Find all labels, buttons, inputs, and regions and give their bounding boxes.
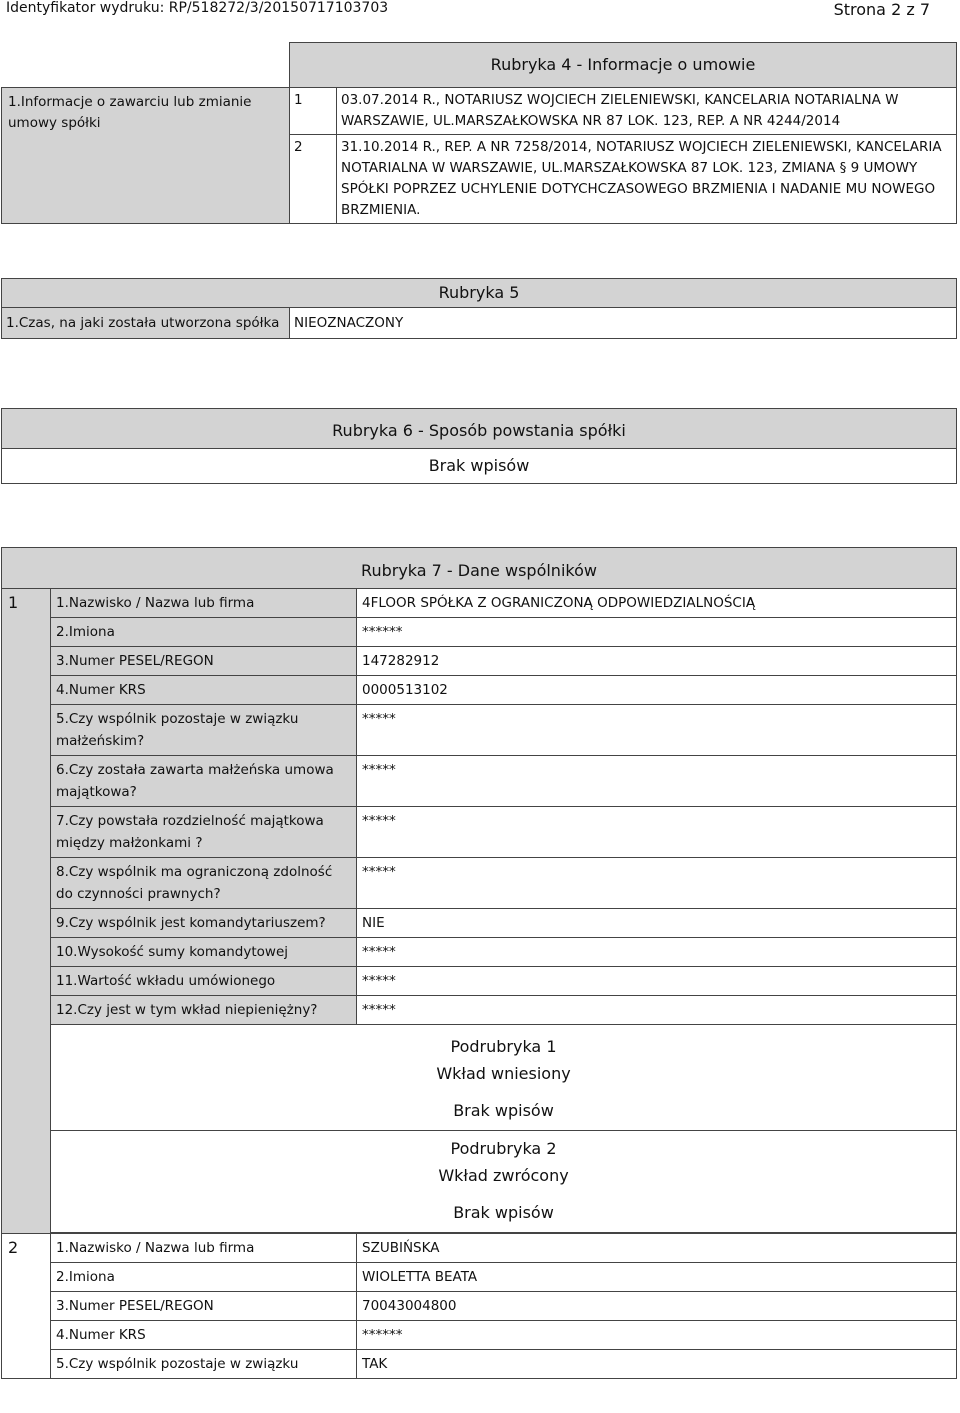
- field-label: 10.Wysokość sumy komandytowej: [51, 938, 357, 967]
- field-value: *****: [357, 807, 957, 858]
- field-value: *****: [357, 756, 957, 807]
- subsection-title: Podrubryka 2: [450, 1139, 557, 1158]
- field-value: 70043004800: [357, 1292, 957, 1321]
- empty-entries: Brak wpisów: [453, 1203, 554, 1222]
- section-rubryka-7: [1, 547, 957, 1379]
- field-label: 4.Numer KRS: [51, 676, 357, 705]
- field-label: 1.Czas, na jaki została utworzona spółka: [2, 308, 290, 339]
- field-value: *****: [357, 938, 957, 967]
- field-value: *****: [357, 705, 957, 756]
- subsection-wklad-zwrocony: [51, 1131, 957, 1233]
- field-value: *****: [357, 858, 957, 909]
- field-label: 4.Numer KRS: [51, 1321, 357, 1350]
- section-rubryka-6: [1, 408, 957, 484]
- field-value: TAK: [357, 1350, 957, 1379]
- subsection-title: Podrubryka 1: [450, 1037, 557, 1056]
- subsection-subtitle: Wkład wniesiony: [436, 1064, 571, 1083]
- field-value: ******: [357, 618, 957, 647]
- field-label: 3.Numer PESEL/REGON: [51, 647, 357, 676]
- field-label: 5.Czy wspólnik pozostaje w związku małżeńskim?: [51, 705, 357, 756]
- field-label: 1.Nazwisko / Nazwa lub firma: [51, 589, 357, 618]
- field-value: NIE: [357, 909, 957, 938]
- partner-number: 2: [2, 1234, 51, 1379]
- section-rubryka-5: [1, 278, 957, 339]
- field-label: 2.Imiona: [51, 618, 357, 647]
- field-label: 1.Nazwisko / Nazwa lub firma: [51, 1234, 357, 1263]
- field-value: 147282912: [357, 647, 957, 676]
- section-title: Rubryka 4 - Informacje o umowie: [290, 43, 957, 88]
- field-label: 8.Czy wspólnik ma ograniczoną zdolność do czynności prawnych?: [51, 858, 357, 909]
- field-value: NIEOZNACZONY: [290, 308, 957, 339]
- entry-text: 03.07.2014 R., NOTARIUSZ WOJCIECH ZIELENIEWSKI, KANCELARIA NOTARIALNA W WARSZAWIE, UL.MARSZAŁKOWSKA NR 87 LOK. 123, REP. A NR 4244/2014: [337, 88, 957, 135]
- partner-number: 1: [2, 589, 51, 1234]
- subsection-wklad-wniesiony: [51, 1025, 957, 1131]
- field-label: 6.Czy została zawarta małżeńska umowa majątkowa?: [51, 756, 357, 807]
- page-number: Strona 2 z 7: [833, 0, 930, 19]
- print-identifier: Identyfikator wydruku: RP/518272/3/20150717103703: [6, 0, 389, 16]
- empty-entries: Brak wpisów: [2, 449, 957, 484]
- field-value: 4FLOOR SPÓŁKA Z OGRANICZONĄ ODPOWIEDZIALNOŚCIĄ: [357, 589, 957, 618]
- entry-text: 31.10.2014 R., REP. A NR 7258/2014, NOTARIUSZ WOJCIECH ZIELENIEWSKI, KANCELARIA NOTARIALNA W WARSZAWIE, UL.MARSZAŁKOWSKA 87 LOK. 123, ZMIANA § 9 UMOWY SPÓŁKI POPRZEZ UCHYLENIE DOTYCHCZASOWEGO BRZMIENIA I NADANIE MU NOWEGO BRZMIENIA.: [337, 135, 957, 224]
- field-label: 1.Informacje o zawarciu lub zmianie umowy spółki: [2, 88, 290, 224]
- field-label: 11.Wartość wkładu umówionego: [51, 967, 357, 996]
- field-value: SZUBIŃSKA: [357, 1234, 957, 1263]
- subsection-subtitle: Wkład zwrócony: [438, 1166, 569, 1185]
- field-value: *****: [357, 967, 957, 996]
- field-value: *****: [357, 996, 957, 1025]
- empty-entries: Brak wpisów: [453, 1101, 554, 1120]
- section-title: Rubryka 6 - Sposób powstania spółki: [2, 409, 957, 449]
- entry-number: 2: [290, 135, 337, 224]
- section-title: Rubryka 7 - Dane wspólników: [2, 548, 957, 589]
- section-title: Rubryka 5: [2, 279, 957, 308]
- field-value: 0000513102: [357, 676, 957, 705]
- entry-number: 1: [290, 88, 337, 135]
- field-label: 9.Czy wspólnik jest komandytariuszem?: [51, 909, 357, 938]
- field-label: 12.Czy jest w tym wkład niepieniężny?: [51, 996, 357, 1025]
- field-label: 2.Imiona: [51, 1263, 357, 1292]
- field-value: WIOLETTA BEATA: [357, 1263, 957, 1292]
- field-value: ******: [357, 1321, 957, 1350]
- field-label: 5.Czy wspólnik pozostaje w związku: [51, 1350, 357, 1379]
- field-label: 7.Czy powstała rozdzielność majątkowa między małżonkami ?: [51, 807, 357, 858]
- section-rubryka-4: [1, 42, 957, 224]
- field-label: 3.Numer PESEL/REGON: [51, 1292, 357, 1321]
